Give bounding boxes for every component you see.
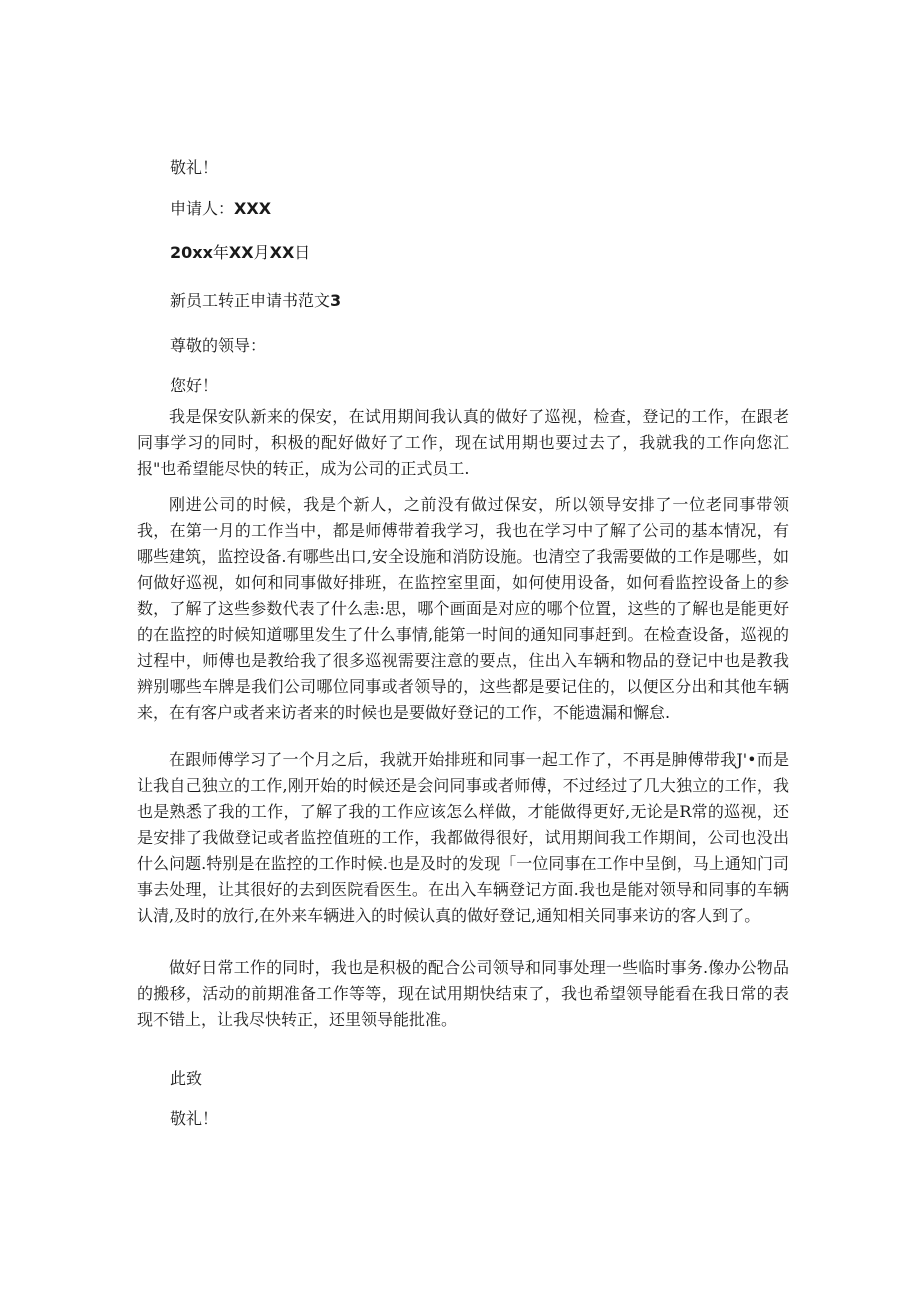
body-paragraph-3: 在跟师傅学习了一个月之后，我就开始排班和同事一起工作了，不再是胂傅带我J'•而是让我自己独立的工作,刚开始的时候还是会问同事或者师傅，不过经过了几大独立的工作，我也是熟悉了我的工作，了解了我的工作应该怎么样做，才能做得更好,无论是R常的巡视，还是安排了我做登记或者监控值班的工作，我都做得很好，试用期间我工作期间，公司也没出什么问题.特别是在监控的工作时候.也是及时的发现「一位同事在工作中呈倒，马上通知门司事去处理，让其很好的去到医院看医生。在出入车辆登记方面.我也是能对领导和同事的车辆认清,及时的放行,在外来车辆进入的时候认真的做好登记,通知相关同事来访的客人到了。	[137, 750, 789, 925]
date-day: XX	[269, 243, 295, 262]
date-year-unit: 年	[212, 243, 229, 262]
body-paragraph-1: 我是保安队新来的保安，在试用期间我认真的做好了巡视，检查，登记的工作，在跟老同事学习的同时，积极的配好做好了工作，现在试用期也要过去了，我就我的工作向您汇报"也希望能尽快的转正，成为公司的正式员工.	[137, 407, 789, 478]
salutation: 尊敬的领导：	[170, 336, 267, 355]
section-title	[170, 291, 341, 311]
body-paragraph-4: 做好日常工作的同时，我也是积极的配合公司领导和同事处理一些临时事务.像办公物品的搬移，活动的前期准备工作等等，现在试用期快结束了，我也希望领导能看在我日常的表现不错上，让我尽快转正，还里领导能批准。	[137, 958, 789, 1029]
body-paragraph-2: 刚进公司的时候，我是个新人，之前没有做过保安，所以领导安排了一位老同事带领我，在第一月的工作当中，都是师傅带着我学习，我也在学习中了解了公司的基本情况，有哪些建筑，监控设备.有哪些出口,安全设施和消防设施。也清空了我需要做的工作是哪些，如何做好巡视，如何和同事做好排班，在监控室里面，如何使用设备，如何看监控设备上的参数，了解了这些参数代表了什么恚:思，哪个画面是对应的哪个位置，这些的了解也是能更好的在监控的时候知道哪里发生了什么事情,能第一时间的通知同事赶到。在检查设备，巡视的过程中，师傅也是教给我了很多巡视需要注意的要点，住出入车辆和物品的登记中也是教我辨别哪些车牌是我们公司哪位同事或者领导的，这些都是要记住的，以便区分出和其他车辆来，在有客户或者来访者来的时候也是要做好登记的工作，不能遗漏和懈怠.	[137, 495, 789, 722]
section-title-number: 3	[330, 291, 342, 310]
applicant-line	[170, 199, 271, 219]
date-month: XX	[228, 243, 254, 262]
greeting: 您好！	[170, 376, 219, 395]
section-title-text: 新员工转正申请书范文	[170, 291, 331, 310]
date-year: 20xx	[170, 243, 213, 262]
closing-phrase: 此致	[170, 1069, 203, 1088]
date-day-unit: 日	[294, 243, 311, 262]
date-line	[170, 243, 310, 263]
closing-salute-top: 敬礼！	[170, 158, 219, 177]
closing-salute-bottom: 敬礼！	[170, 1109, 219, 1128]
date-month-unit: 月	[253, 243, 270, 262]
applicant-name: XXX	[234, 199, 272, 218]
applicant-label: 申请人：	[170, 199, 235, 218]
